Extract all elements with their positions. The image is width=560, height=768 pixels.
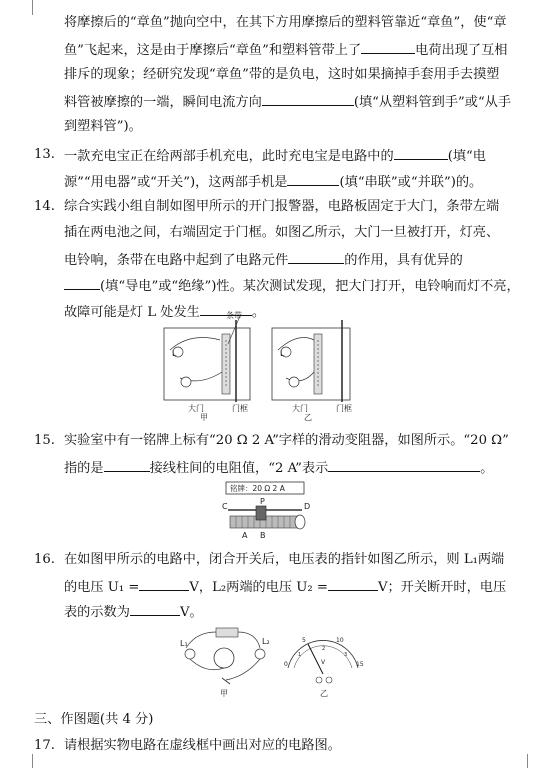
q15-rheostat-figure xyxy=(214,480,316,542)
q15-answer-blank-2[interactable] xyxy=(328,458,480,472)
lamp-l1 xyxy=(185,649,195,659)
q12-text-2b: 电荷出现了互相 xyxy=(415,43,508,58)
terminal-c: C xyxy=(222,502,228,511)
dial-tick-0: 0 xyxy=(284,661,288,668)
lamp-l2 xyxy=(255,649,265,659)
q13-answer-blank-2[interactable] xyxy=(287,172,339,186)
q16-number: 16. xyxy=(34,552,55,567)
dial-tick-15: 15 xyxy=(356,661,364,668)
dial-unit: V xyxy=(321,659,326,666)
q15-number: 15. xyxy=(34,433,55,448)
q12-text-2a: 鱼”飞起来，这是由于摩擦后“章鱼”和塑料管带上了 xyxy=(64,43,362,58)
q12-text-4b: (填“从塑料管到手”或“从手 xyxy=(353,95,512,110)
q17-number: 17. xyxy=(34,738,55,753)
crop-mark-bottom-right xyxy=(527,754,528,768)
q14-text-5b: 。 xyxy=(251,305,266,320)
figure-a-circuit xyxy=(185,628,265,684)
terminal-d: D xyxy=(304,502,311,511)
door-label-a: 大门 xyxy=(188,404,204,413)
l1-label: L₁ xyxy=(180,639,188,648)
q16-line-2 xyxy=(64,577,506,597)
q13-text-1a: 一款充电宝正在给两部手机充电，此时充电宝是电路中的 xyxy=(64,149,394,164)
q14-line-4 xyxy=(64,276,520,296)
q14-text-3a: 电铃响，条带在电路中起到了电路元件 xyxy=(64,253,289,268)
q13-line-2 xyxy=(64,172,482,192)
q14-line-1: 综合实践小组自制如图甲所示的开门报警器，电路板固定于大门，条带左端 xyxy=(64,199,500,214)
q15-line-2 xyxy=(64,458,493,478)
q12-line-2 xyxy=(64,40,507,60)
figure-a-caption: 甲 xyxy=(200,413,208,422)
q12-line-1: 将摩擦后的“章鱼”抛向空中，在其下方用摩擦后的塑料管靠近“章鱼”，使“章 xyxy=(64,15,507,30)
q15-text-2a: 指的是 xyxy=(64,461,104,476)
terminal-b: B xyxy=(260,531,266,540)
tape-label: 条带 xyxy=(226,311,242,320)
slider-p xyxy=(256,506,266,520)
q15-text-2b: 接线柱间的电阻值，“2 A”表示 xyxy=(149,461,329,476)
q12-line-4 xyxy=(64,92,511,112)
switch xyxy=(222,678,230,684)
q13-text-2b: (填“串联”或“并联”)的。 xyxy=(339,175,483,190)
crop-mark-top-left xyxy=(32,0,33,15)
q14-text-5a: 故障可能是灯 L 处发生 xyxy=(64,305,200,320)
q16-text-2c: V；开关断开时，电压 xyxy=(377,580,507,595)
lamp-label-b: L xyxy=(280,349,285,358)
q15-line-1: 实验室中有一铭牌上标有“20 Ω 2 A”字样的滑动变阻器，如图所示。“20 Ω” xyxy=(64,433,509,448)
door-label-b: 大门 xyxy=(292,404,308,413)
q13-answer-blank-1[interactable] xyxy=(394,146,448,160)
q15-text-2c: 。 xyxy=(480,461,494,476)
lamp-label-a: L xyxy=(172,349,177,358)
q16-answer-blank-1[interactable] xyxy=(139,577,189,591)
q15-answer-blank-1[interactable] xyxy=(104,458,150,472)
frame-label-a: 门框 xyxy=(232,404,248,413)
q16-text-2b: V，L₂两端的电压 U₂ = xyxy=(189,580,328,595)
crop-mark-bottom-left xyxy=(32,754,33,768)
dial-tick-small-1: 1 xyxy=(298,652,302,658)
q12-line-3: 排斥的现象；经研究发现“章鱼”带的是负电，这时如果摘掉手套用手去摸塑 xyxy=(64,67,500,82)
figure-b-caption-16: 乙 xyxy=(320,689,328,698)
l2-label: L₂ xyxy=(262,637,270,646)
dial-tick-10: 10 xyxy=(336,637,344,644)
q17-text: 请根据实物电路在虚线框中画出对应的电路图。 xyxy=(64,738,341,753)
terminal-a: A xyxy=(242,531,248,540)
q12-answer-blank-1[interactable] xyxy=(361,40,415,54)
q16-line-3 xyxy=(64,602,203,622)
figure-b-caption: 乙 xyxy=(304,413,312,422)
q14-number: 14. xyxy=(34,199,55,214)
battery xyxy=(216,628,238,637)
q16-line-1: 在如图甲所示的电路中，闭合开关后，电压表的指针如图乙所示，则 L₁两端 xyxy=(64,552,505,567)
q14-answer-blank-2[interactable] xyxy=(64,276,100,290)
dial-tick-5: 5 xyxy=(302,637,306,644)
dial-tick-small-3: 3 xyxy=(344,652,348,658)
q13-text-1b: (填“电 xyxy=(447,149,486,164)
q16-answer-blank-3[interactable] xyxy=(130,602,180,616)
q12-line-5: 到塑料管”)。 xyxy=(64,119,142,134)
frame-label-b: 门框 xyxy=(336,404,352,413)
q12-answer-blank-2[interactable] xyxy=(262,92,354,106)
figure-b-door-open xyxy=(272,320,350,402)
q16-text-3a: 表的示数为 xyxy=(64,605,130,620)
q14-line-3 xyxy=(64,250,463,270)
q16-answer-blank-2[interactable] xyxy=(328,577,378,591)
q14-line-2: 插在两电池之间，右端固定于门框。如图乙所示，大门一旦被打开，灯亮、 xyxy=(64,225,500,240)
q13-text-2a: 源”“用电器”或“开关”)，这两部手机是 xyxy=(64,175,288,190)
section-3-heading: 三、作图题(共 4 分) xyxy=(34,712,154,727)
q16-text-3b: V。 xyxy=(179,605,203,620)
q16-circuit-figure xyxy=(176,622,372,698)
terminal-p: P xyxy=(260,497,265,506)
q16-text-2a: 的电压 U₁ = xyxy=(64,580,140,595)
q14-alarm-figure xyxy=(160,310,370,422)
q13-line-1 xyxy=(64,146,486,166)
q12-text-4a: 料管被摩擦的一端，瞬间电流方向 xyxy=(64,95,262,110)
q14-text-3b: 的作用，具有优异的 xyxy=(344,253,463,268)
voltmeter xyxy=(214,648,234,668)
figure-a-door-alarm xyxy=(164,316,250,402)
nameplate-text: 铭牌：20 Ω 2 A xyxy=(230,484,285,493)
q14-answer-blank-1[interactable] xyxy=(288,250,344,264)
q14-text-4a: (填“导电”或“绝缘”)性。某次测试发现，把大门打开，电铃响而灯不亮， xyxy=(100,279,520,294)
q13-number: 13. xyxy=(34,147,55,162)
dial-tick-small-2: 2 xyxy=(322,646,326,652)
figure-a-caption-16: 甲 xyxy=(220,689,228,698)
